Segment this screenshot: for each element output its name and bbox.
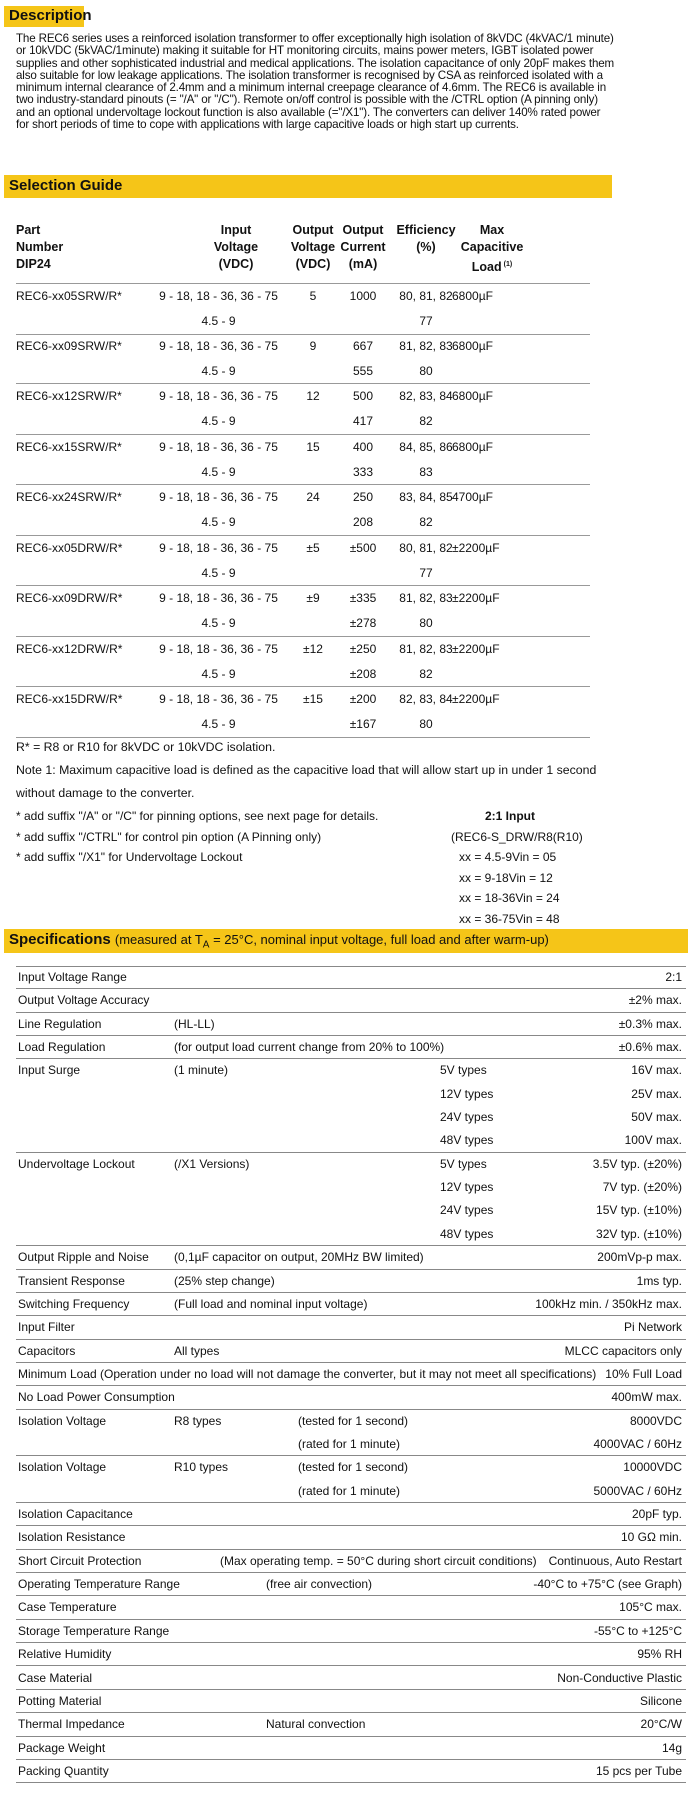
- header-text: Input: [220, 223, 252, 237]
- input-code-subtitle: (REC6-S_DRW/R8(R10): [451, 829, 583, 844]
- spec-detail: (tested for 1 second): [298, 1460, 409, 1475]
- suffix-block: [16, 806, 378, 868]
- cell-out-current-2: 417: [352, 414, 374, 428]
- input-code-line: xx = 4.5-9Vin = 05: [459, 850, 557, 864]
- cell-input-2: 4.5 - 9: [201, 717, 236, 731]
- cell-out-current-1: ±500: [349, 540, 377, 555]
- spec-row: [16, 966, 686, 989]
- description-heading-text: Description: [9, 7, 92, 24]
- header-text: Output: [342, 223, 384, 237]
- spec-type: 48V types: [440, 1133, 494, 1148]
- spec-label: Output Ripple and Noise: [18, 1250, 149, 1265]
- specifications-subheading: (measured at $T_A = 25^\circ C$, nominal input voltage, full load and after warm-up): [114, 932, 549, 951]
- spec-condition: R8 types: [174, 1413, 222, 1428]
- spec-label: Capacitors: [18, 1343, 76, 1358]
- cell-out-voltage: 12: [306, 389, 320, 403]
- spec-label: Isolation Voltage: [18, 1460, 107, 1475]
- spec-row: [16, 1550, 686, 1573]
- cell-max-cap: 6800µF: [452, 289, 493, 303]
- table-row: [16, 637, 590, 688]
- cell-input-2: 4.5 - 9: [201, 616, 236, 630]
- cell-max-cap: ±2200µF: [452, 540, 500, 555]
- spec-value: ±2% max.: [628, 993, 682, 1008]
- spec-type: 5V types: [440, 1156, 487, 1171]
- cell-input-1: 9 - 18, 18 - 36, 36 - 75: [159, 641, 278, 656]
- spec-row: [16, 1153, 686, 1246]
- spec-row: [16, 1573, 686, 1596]
- spec-condition: (/X1 Versions): [174, 1156, 250, 1171]
- cell-out-current-1: ±335: [349, 591, 377, 605]
- cell-input-2: 4.5 - 9: [201, 666, 236, 681]
- note-line: without damage to the converter.: [16, 786, 195, 800]
- spec-value: 7V typ. (±20%): [602, 1180, 682, 1195]
- header-text: Max: [479, 223, 505, 237]
- spec-detail: (tested for 1 second): [298, 1413, 409, 1428]
- spec-row: [16, 1526, 686, 1549]
- header-line: [186, 256, 286, 273]
- cell-part: REC6-xx12DRW/R*: [16, 641, 123, 656]
- spec-label: Thermal Impedance: [18, 1717, 125, 1732]
- cell-out-current-1: 400: [352, 439, 374, 454]
- selection-guide-heading: [4, 175, 612, 198]
- header-line: [288, 222, 338, 239]
- header-text: Part: [16, 223, 41, 237]
- spec-value: 200mVp-p max.: [597, 1250, 682, 1265]
- spec-value: 4000VAC / 60Hz: [593, 1436, 682, 1451]
- spec-row: [16, 1456, 686, 1503]
- spec-detail: Natural convection: [266, 1717, 366, 1732]
- spec-value: ±0.6% max.: [618, 1040, 682, 1055]
- header-text: (VDC): [218, 257, 254, 271]
- spec-label: Packing Quantity: [18, 1763, 109, 1778]
- spec-value: 32V typ. (±10%): [596, 1226, 682, 1241]
- spec-value: Continuous, Auto Restart: [548, 1553, 682, 1568]
- spec-condition: (25% step change): [174, 1273, 275, 1288]
- spec-label: Transient Response: [18, 1273, 125, 1288]
- note-line: R* = R8 or R10 for 8kVDC or 10kVDC isolation.: [16, 740, 276, 754]
- spec-condition: (1 minute): [174, 1063, 229, 1078]
- cell-efficiency-1: 82, 83, 84: [399, 692, 453, 706]
- spec-value: ±0.3% max.: [618, 1016, 682, 1031]
- cell-out-current-2: 555: [352, 363, 374, 378]
- cell-input-2: 4.5 - 9: [201, 363, 236, 378]
- description-line: also suitable for low leakage applications. The isolation transformer is recognised by CSA as reinforced isolated with a: [16, 68, 603, 82]
- header-text: Voltage: [213, 240, 259, 254]
- spec-label: Storage Temperature Range: [18, 1623, 170, 1638]
- spec-label: Switching Frequency: [18, 1296, 130, 1311]
- header-line: [16, 256, 96, 273]
- cell-efficiency-1: 84, 85, 86: [399, 439, 453, 454]
- cell-efficiency-1: 81, 82, 83: [399, 591, 453, 605]
- header-line: [16, 222, 96, 239]
- spec-row: [16, 1690, 686, 1713]
- cell-part: REC6-xx09DRW/R*: [16, 591, 123, 605]
- cell-out-current-1: ±200: [349, 692, 377, 706]
- description-line: supplies and other sophisticated industrial and medical applications. The isolation capacitance of only 20pF makes them: [16, 56, 615, 70]
- specifications-heading-text: Specifications: [9, 931, 111, 948]
- spec-value: 15 pcs per Tube: [595, 1763, 682, 1778]
- cell-efficiency-1: 82, 83, 84: [399, 389, 453, 403]
- header-line: [186, 222, 286, 239]
- cell-out-voltage: 5: [309, 289, 317, 303]
- cell-efficiency-1: 83, 84, 85: [399, 490, 453, 504]
- spec-value: -40°C to +75°C (see Graph): [533, 1577, 682, 1592]
- description-line: two industry-standard pinouts (= "/A" or "/C"). Remote on/off control is possible with the /CTRL option (A pinning only): [16, 93, 598, 107]
- spec-row: [16, 1620, 686, 1643]
- cell-out-voltage: ±15: [303, 692, 323, 706]
- header-text: (VDC): [295, 257, 331, 271]
- cell-input-2: 4.5 - 9: [201, 314, 236, 328]
- spec-value: 3.5V typ. (±20%): [592, 1156, 682, 1171]
- cell-part: REC6-xx15DRW/R*: [16, 692, 123, 706]
- cell-out-current-1: ±250: [349, 641, 377, 656]
- spec-detail: (rated for 1 minute): [298, 1483, 401, 1498]
- selection-guide-heading-text: Selection Guide: [9, 177, 123, 194]
- cell-out-voltage: 9: [309, 338, 317, 353]
- cell-input-2: 4.5 - 9: [201, 464, 236, 479]
- spec-row: [16, 1410, 686, 1457]
- header-text: Voltage: [290, 240, 336, 254]
- cell-efficiency-1: 80, 81, 82: [399, 540, 453, 555]
- cell-input-2: 4.5 - 9: [201, 565, 236, 580]
- spec-value: 105°C max.: [619, 1600, 682, 1615]
- table-row: [16, 384, 590, 435]
- table-row: [16, 687, 590, 738]
- cell-input-1: 9 - 18, 18 - 36, 36 - 75: [159, 338, 278, 353]
- spec-value: 50V max.: [631, 1110, 682, 1125]
- input-code-line: xx = 9-18Vin = 12: [459, 870, 553, 885]
- header-line: [338, 256, 388, 273]
- header-line: [452, 256, 532, 276]
- spec-condition: (HL-LL): [174, 1016, 215, 1031]
- spec-label: Package Weight: [18, 1740, 106, 1755]
- cell-efficiency-2: 77: [419, 314, 433, 328]
- cell-max-cap: ±2200µF: [452, 641, 500, 656]
- specifications-heading: [4, 929, 688, 953]
- input-code-line: xx = 18-36Vin = 24: [459, 891, 560, 905]
- spec-label: Isolation Voltage: [18, 1413, 107, 1428]
- cell-part: REC6-xx05DRW/R*: [16, 540, 123, 555]
- spec-label: Undervoltage Lockout: [18, 1156, 135, 1171]
- spec-type: 24V types: [440, 1203, 494, 1218]
- spec-condition: (for output load current change from 20% to 100%): [174, 1040, 445, 1055]
- description-line: minimum internal clearance of 2.4mm and a minimum internal creepage clearance of 4.6mm. The REC6 is available in: [16, 81, 607, 95]
- cell-efficiency-2: 80: [419, 363, 433, 378]
- cell-efficiency-2: 80: [419, 616, 433, 630]
- cell-out-current-2: ±167: [349, 717, 377, 731]
- cell-out-current-1: 1000: [349, 289, 377, 303]
- spec-label: Load Regulation: [18, 1040, 106, 1055]
- header-text: Output: [292, 223, 334, 237]
- spec-condition: (0,1µF capacitor on output, 20MHz BW limited): [174, 1250, 424, 1265]
- cell-max-cap: 4700µF: [452, 490, 493, 504]
- spec-type: 12V types: [440, 1086, 494, 1101]
- spec-value: 400mW max.: [611, 1390, 682, 1405]
- header-line: [186, 239, 286, 256]
- spec-condition: R10 types: [174, 1460, 229, 1475]
- header-text: Efficiency: [396, 223, 456, 237]
- cell-out-current-2: 333: [352, 464, 374, 479]
- notes-block: [16, 736, 596, 805]
- header-footnote: (1): [503, 261, 513, 268]
- spec-value: 95% RH: [637, 1647, 682, 1662]
- description-line: for short periods of time to cope with applications with large capacitive loads or high start up currents.: [16, 118, 519, 132]
- header-eff: [393, 222, 459, 256]
- spec-row: [16, 1246, 686, 1269]
- header-text: DIP24: [16, 257, 51, 271]
- header-cap: [452, 222, 532, 276]
- cell-max-cap: 6800µF: [452, 338, 493, 353]
- description-paragraph: [16, 33, 616, 131]
- spec-label: Minimum Load (Operation under no load will not damage the converter, but it may not meet all specifications): [18, 1366, 597, 1381]
- header-line: [288, 256, 338, 273]
- spec-row: [16, 1643, 686, 1666]
- spec-condition: All types: [174, 1343, 220, 1358]
- spec-row: [16, 1737, 686, 1760]
- header-line: [452, 239, 532, 256]
- header-line: [338, 222, 388, 239]
- description-line: The REC6 series uses a reinforced isolation transformer to offer exceptionally high isolation of 8kVDC (4kVAC/1 minute): [16, 32, 614, 45]
- suffix-line: * add suffix "/CTRL" for control pin option (A Pinning only): [16, 829, 322, 844]
- spec-type: 5V types: [440, 1063, 487, 1078]
- cell-out-current-1: 250: [352, 490, 374, 504]
- table-row: [16, 485, 590, 536]
- spec-row: [16, 1667, 686, 1690]
- cell-part: REC6-xx24SRW/R*: [16, 490, 122, 504]
- header-text: Load: [471, 260, 502, 275]
- description-heading: [4, 6, 92, 27]
- cell-out-current-1: 667: [352, 338, 374, 353]
- cell-input-1: 9 - 18, 18 - 36, 36 - 75: [159, 389, 278, 403]
- header-text: Current: [340, 240, 386, 254]
- suffix-line: * add suffix "/X1" for Undervoltage Lockout: [16, 850, 243, 864]
- spec-row: [16, 1270, 686, 1293]
- cell-out-current-2: ±278: [349, 616, 377, 630]
- spec-row: [16, 1760, 686, 1783]
- cell-part: REC6-xx15SRW/R*: [16, 439, 122, 454]
- spec-detail: (Max operating temp. = 50°C during short circuit conditions): [220, 1553, 537, 1568]
- cell-efficiency-2: 82: [419, 515, 433, 529]
- spec-row: [16, 1386, 686, 1409]
- spec-row: [16, 1036, 686, 1059]
- note-line: Note 1: Maximum capacitive load is defined as the capacitive load that will allow start up in under 1 second: [16, 763, 597, 777]
- spec-value: 20°C/W: [640, 1717, 682, 1732]
- spec-value: 5000VAC / 60Hz: [593, 1483, 682, 1498]
- cell-max-cap: 6800µF: [452, 389, 493, 403]
- cell-efficiency-1: 81, 82, 83: [399, 641, 453, 656]
- cell-part: REC6-xx09SRW/R*: [16, 338, 122, 353]
- spec-value: 15V typ. (±10%): [596, 1203, 682, 1218]
- selection-guide-header: [16, 222, 590, 282]
- cell-efficiency-2: 82: [419, 666, 433, 681]
- spec-label: Operating Temperature Range: [18, 1577, 180, 1592]
- cell-input-1: 9 - 18, 18 - 36, 36 - 75: [159, 289, 278, 303]
- header-line: [393, 239, 459, 256]
- spec-value: 1ms typ.: [636, 1273, 682, 1288]
- spec-row: [16, 989, 686, 1012]
- cell-part: REC6-xx12SRW/R*: [16, 389, 122, 403]
- cell-max-cap: ±2200µF: [452, 591, 500, 605]
- spec-type: 24V types: [440, 1110, 494, 1125]
- spec-row: [16, 1059, 686, 1152]
- cell-efficiency-1: 80, 81, 82: [399, 289, 453, 303]
- spec-value: 10% Full Load: [605, 1366, 682, 1381]
- table-row: [16, 586, 590, 637]
- spec-label: Input Voltage Range: [18, 970, 127, 984]
- spec-detail: (free air convection): [266, 1577, 373, 1592]
- spec-row: [16, 1363, 686, 1386]
- cell-input-1: 9 - 18, 18 - 36, 36 - 75: [159, 692, 278, 706]
- cell-efficiency-1: 81, 82, 83: [399, 338, 453, 353]
- header-part: [16, 222, 96, 273]
- cell-out-current-1: 500: [352, 389, 374, 403]
- cell-input-1: 9 - 18, 18 - 36, 36 - 75: [159, 540, 278, 555]
- header-text: (mA): [348, 257, 378, 271]
- cell-out-voltage: ±5: [306, 540, 320, 555]
- spec-label: Line Regulation: [18, 1016, 102, 1031]
- spec-row: [16, 1503, 686, 1526]
- spec-label: Input Filter: [18, 1320, 75, 1335]
- spec-value: 2:1: [665, 970, 682, 984]
- header-text: Capacitive: [460, 240, 524, 254]
- spec-detail: (rated for 1 minute): [298, 1436, 401, 1451]
- cell-input-1: 9 - 18, 18 - 36, 36 - 75: [159, 591, 278, 605]
- spec-row: [16, 1713, 686, 1736]
- spec-value: 100kHz min. / 350kHz max.: [535, 1296, 682, 1311]
- header-line: [16, 239, 96, 256]
- spec-value: 8000VDC: [629, 1413, 682, 1428]
- spec-value: Non-Conductive Plastic: [557, 1670, 682, 1685]
- header-line: [452, 222, 532, 239]
- cell-efficiency-2: 80: [419, 717, 433, 731]
- description-line: or 10kVDC (5kVAC/1minute) making it suitable for HT monitoring circuits, mains power meters, IGBT isolated power: [16, 44, 594, 58]
- cell-input-2: 4.5 - 9: [201, 515, 236, 529]
- header-line: [393, 222, 459, 239]
- spec-label: No Load Power Consumption: [18, 1390, 175, 1405]
- spec-label: Relative Humidity: [18, 1647, 112, 1662]
- spec-value: 14g: [661, 1740, 682, 1755]
- spec-row: [16, 1013, 686, 1036]
- header-text: (%): [416, 240, 436, 254]
- spec-type: 12V types: [440, 1180, 494, 1195]
- input-code-title: 2:1 Input: [485, 809, 535, 823]
- header-line: [288, 239, 338, 256]
- header-line: [338, 239, 388, 256]
- header-text: Number: [16, 240, 64, 254]
- header-outc: [338, 222, 388, 273]
- cell-efficiency-2: 77: [419, 565, 433, 580]
- spec-value: Silicone: [639, 1693, 682, 1708]
- spec-value: Pi Network: [623, 1320, 682, 1335]
- cell-out-current-2: ±208: [349, 666, 377, 681]
- table-row: [16, 334, 590, 385]
- cell-input-1: 9 - 18, 18 - 36, 36 - 75: [159, 490, 278, 504]
- input-code-block: [451, 806, 605, 929]
- spec-label: Input Surge: [18, 1063, 81, 1078]
- spec-value: 20pF typ.: [631, 1507, 682, 1522]
- spec-row: [16, 1596, 686, 1619]
- spec-label: Short Circuit Protection: [18, 1553, 142, 1568]
- spec-label: Isolation Capacitance: [18, 1507, 133, 1522]
- cell-out-voltage: ±12: [303, 641, 323, 656]
- spec-condition: (Full load and nominal input voltage): [174, 1296, 368, 1311]
- cell-efficiency-2: 83: [419, 464, 433, 479]
- cell-max-cap: ±2200µF: [452, 692, 500, 706]
- description-line: and an optional undervoltage lockout function is also available (="/X1"). The converters can deliver 140% rated power: [16, 105, 601, 119]
- spec-value: 25V max.: [631, 1086, 682, 1101]
- header-outv: [288, 222, 338, 273]
- cell-part: REC6-xx05SRW/R*: [16, 289, 122, 303]
- spec-value: 10000VDC: [623, 1460, 682, 1475]
- spec-value: 10 GΩ min.: [621, 1530, 682, 1545]
- input-code-line: xx = 36-75Vin = 48: [459, 911, 560, 926]
- cell-out-voltage: ±9: [306, 591, 320, 605]
- table-row: [16, 536, 590, 587]
- spec-row: [16, 1340, 686, 1363]
- spec-label: Isolation Resistance: [18, 1530, 126, 1545]
- spec-value: 100V max.: [624, 1133, 682, 1148]
- table-row: [16, 435, 590, 486]
- spec-label: Case Material: [18, 1670, 93, 1685]
- spec-label: Potting Material: [18, 1693, 102, 1708]
- cell-out-voltage: 24: [306, 490, 320, 504]
- spec-type: 48V types: [440, 1226, 494, 1241]
- cell-out-voltage: 15: [306, 439, 320, 454]
- spec-value: -55°C to +125°C: [594, 1623, 682, 1638]
- table-row: [16, 283, 590, 335]
- header-input: [186, 222, 286, 273]
- cell-input-2: 4.5 - 9: [201, 414, 236, 428]
- spec-label: Output Voltage Accuracy: [18, 993, 150, 1008]
- spec-row: [16, 1316, 686, 1339]
- spec-value: 16V max.: [631, 1063, 682, 1078]
- cell-efficiency-2: 82: [419, 414, 433, 428]
- spec-label: Case Temperature: [18, 1600, 117, 1615]
- spec-value: MLCC capacitors only: [564, 1343, 682, 1358]
- spec-row: [16, 1293, 686, 1316]
- cell-input-1: 9 - 18, 18 - 36, 36 - 75: [159, 439, 278, 454]
- cell-max-cap: 6800µF: [452, 439, 493, 454]
- suffix-line: * add suffix "/A" or "/C" for pinning options, see next page for details.: [16, 809, 379, 823]
- cell-out-current-2: 208: [352, 515, 374, 529]
